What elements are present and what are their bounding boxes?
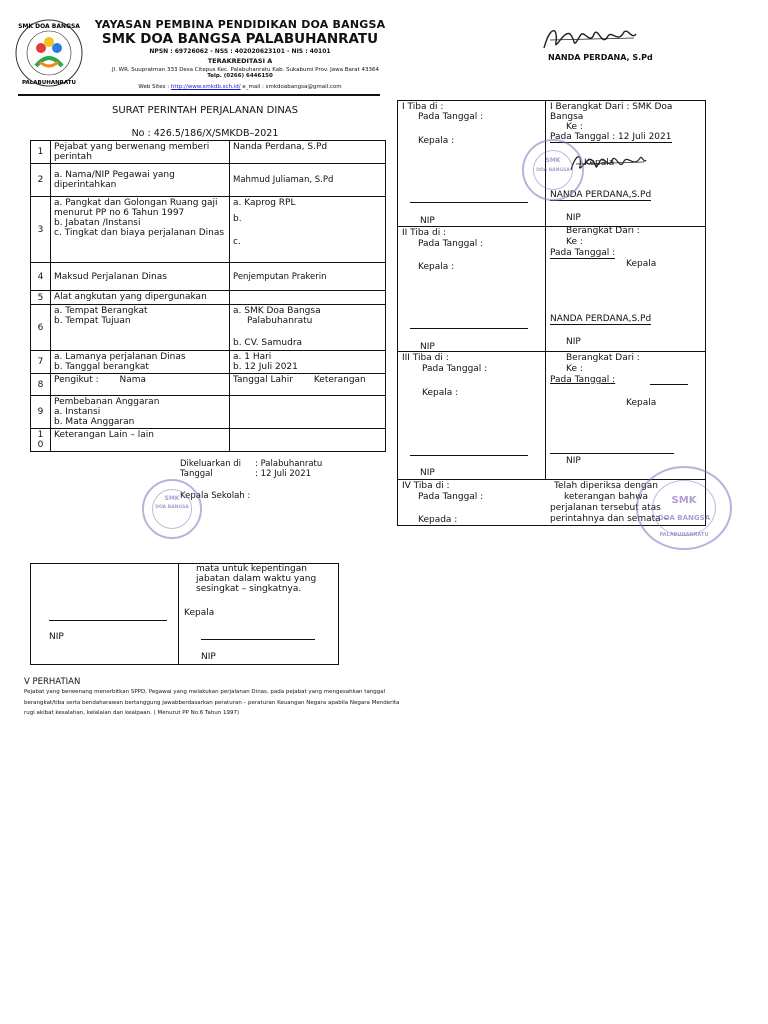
signature-line (410, 328, 528, 329)
row-label (51, 197, 230, 263)
row-value-a: a. 1 Hari (233, 352, 272, 362)
panel-row-line (398, 226, 705, 227)
phone: Telp. (0266) 6446150 (207, 73, 273, 79)
arrival-3: III Tiba di : (402, 353, 449, 363)
address: Jl. WR. Suupratman 333 Desa Citepus Kec. Palabuhanratu Kab. Sukabumi Prov. Jawa Barat 43364 (112, 67, 379, 73)
row-value-b: b. 12 Juli 2021 (233, 362, 298, 372)
row-number: 3 (31, 197, 51, 263)
top-signature-name: NANDA PERDANA, S.Pd (548, 53, 653, 62)
nip-label: NIP (420, 216, 435, 226)
letter-number: No : 426.5/186/X/SMKDB–2021 (131, 128, 279, 139)
destination-3: Ke : (566, 364, 583, 374)
dob-label: Tanggal Lahir (233, 375, 293, 385)
row-number: 4 (31, 263, 51, 291)
stamp-mid: DOA BANGSA (657, 514, 711, 522)
issued-place-label: Dikeluarkan di (180, 459, 242, 469)
departure-2: Berangkat Dari : (566, 226, 640, 236)
letter-title: SURAT PERINTAH PERJALANAN DINAS (111, 105, 298, 116)
row-value-b: b. (233, 214, 242, 224)
row-number: 2 (31, 164, 51, 197)
notice-line-1: Pejabat yang berwenang menerbitkan SPPD, Pegawai yang melakukan perjalanan Dinas, pada pejabat yang mengesahkan tanggal (24, 689, 386, 695)
row-value: Penjemputan Prakerin (230, 263, 386, 291)
school-name: SMK DOA BANGSA PALABUHANRATU (101, 31, 379, 47)
foundation-name: YAYASAN PEMBINA PENDIDIKAN DOA BANGSA (94, 18, 386, 31)
row-label-c: b. Mata Anggaran (54, 417, 135, 427)
verified-text-1: Telah diperiksa dengan (554, 481, 658, 491)
row-number: 1 0 (31, 429, 51, 452)
table-row (31, 374, 386, 396)
signature-line (550, 453, 674, 454)
school-logo (14, 18, 84, 88)
nip-label: NIP (566, 213, 581, 223)
table-row (31, 197, 386, 263)
verified-text-3: perjalanan tersebut atas (550, 503, 661, 513)
continuation-box (30, 563, 339, 665)
nip-label: NIP (201, 652, 216, 662)
table-row (31, 291, 386, 305)
row-label-a: Pembebanan Anggaran (54, 397, 160, 407)
row-number: 6 (31, 305, 51, 351)
departure-name-1: NANDA PERDANA,S.Pd (550, 190, 652, 200)
stamp-top: SMK (545, 157, 561, 164)
table-row (31, 164, 386, 197)
departure-head-2: Kepala (626, 259, 657, 269)
arrival-date-4: Pada Tanggal : (418, 492, 484, 502)
table-row (31, 351, 386, 374)
row-label: Maksud Perjalanan Dinas (51, 263, 230, 291)
web-link[interactable]: http://www.smkdb.sch.id/ (170, 84, 241, 90)
continuation-line-2: jabatan dalam waktu yang (196, 574, 317, 584)
notice-line-2: berangkat/tiba serta bendaharawan bertanggung jawabberdasarkan peraturan – peraturan Keuangan Negara apabila Negara Menderita (24, 700, 400, 706)
verified-text-4: perintahnya dan semata – (550, 514, 669, 524)
school-ids: NPSN : 69726062 - NSS : 402020623101 - NIS : 40101 (149, 48, 331, 55)
row-value (230, 197, 386, 263)
table-row (31, 429, 386, 452)
departure-head-3: Kepala (626, 398, 657, 408)
nip-label: NIP (49, 632, 64, 642)
row-value-c: c. (233, 237, 241, 247)
row-label: Keterangan Lain – lain (51, 429, 230, 452)
destination-2: Ke : (566, 237, 583, 247)
continuation-line-1: mata untuk kepentingan (196, 564, 307, 574)
row-label: Alat angkutan yang dipergunakan (51, 291, 230, 305)
arrival-date-2: Pada Tanggal : (418, 239, 484, 249)
row-number: 8 (31, 374, 51, 396)
web-label: Web Sites : (138, 84, 171, 90)
row-number: 5 (31, 291, 51, 305)
row-number: 9 (31, 396, 51, 429)
table-row (31, 263, 386, 291)
row-label-b: b. Tempat Tujuan (54, 316, 131, 326)
departure-3: Berangkat Dari : (566, 353, 640, 363)
row-label-b: a. Instansi (54, 407, 101, 417)
row-label (51, 305, 230, 351)
school-stamp (522, 139, 584, 201)
table-row (31, 305, 386, 351)
remark-label: Keterangan (313, 375, 366, 385)
notice-heading: V PERHATIAN (24, 677, 81, 687)
departure-1-b: Bangsa (550, 112, 584, 122)
row-label (51, 351, 230, 374)
row-label: a. Nama/NIP Pegawai yang diperintahkan (51, 164, 230, 197)
arrival-4: IV Tiba di : (402, 481, 450, 491)
verified-text-2: keterangan bahwa (564, 492, 649, 502)
issued-date-label: Tanggal (180, 469, 213, 479)
row-value-b: b. CV. Samudra (233, 338, 303, 348)
signature-line (49, 620, 167, 621)
arrival-date-1: Pada Tanggal : (418, 112, 484, 122)
row-number: 7 (31, 351, 51, 374)
row-value (230, 351, 386, 374)
row-value (230, 305, 386, 351)
follower-label: Pengikut : (54, 375, 99, 385)
row-label (51, 396, 230, 429)
row-value: Mahmud Juliaman, S.Pd (230, 164, 386, 197)
logo-text-bottom: PALABUHANRATU (22, 80, 76, 86)
arrival-head-2: Kepala : (418, 262, 455, 272)
box-divider (178, 564, 179, 664)
notice-line-3: rugi akibat kesalahan, kelalaian dan kealpaan. ( Menurut PP No.6 Tahun 1997) (24, 710, 240, 716)
departure-date-1: Pada Tanggal : 12 Juli 2021 (550, 132, 672, 142)
stamp-top: SMK (164, 495, 180, 502)
arrival-date-3: Pada Tanggal : (422, 364, 488, 374)
row-value (230, 429, 386, 452)
row-label-a: a. Pangkat dan Golongan Ruang gaji menurut PP no 6 Tahun 1997 (54, 198, 218, 218)
email: e_mail : smkdoabangsa@gmail.com (240, 84, 342, 90)
web-contact (80, 84, 400, 90)
issued-place: : Palabuhanratu (255, 459, 323, 469)
departure-name-2: NANDA PERDANA,S.Pd (550, 314, 652, 324)
arrival-head-1: Kepala : (418, 136, 455, 146)
signature-line (410, 202, 528, 203)
accreditation: TERAKREDITASI A (207, 57, 273, 65)
kepala-label: Kepala (184, 608, 215, 618)
stamp-top: SMK (671, 495, 697, 506)
date-line (650, 384, 688, 385)
nip-label: NIP (566, 456, 581, 466)
row-value: Nanda Perdana, S.Pd (230, 141, 386, 164)
row-label-b: b. Tanggal berangkat (54, 362, 149, 372)
arrival-head-3: Kepala : (422, 388, 459, 398)
departure-date-3: Pada Tanggal : (550, 375, 616, 385)
row-label: Pejabat yang berwenang memberi perintah (51, 141, 230, 164)
issued-date: : 12 Juli 2021 (255, 469, 312, 479)
row-label-b: b. Jabatan /Instansi (54, 218, 141, 228)
departure-head-1: Kepala (584, 158, 615, 168)
sppd-table (30, 140, 386, 452)
school-stamp (142, 479, 202, 539)
signature-line (410, 455, 528, 456)
stamp-bottom: PALABUHANRATU (659, 532, 709, 538)
row-value-a: a. Kaprog RPL (233, 198, 296, 208)
arrival-2: II Tiba di : (402, 228, 447, 238)
nip-label: NIP (420, 468, 435, 478)
header-rule (18, 94, 380, 97)
stamp-mid: DOA BANGSA (536, 168, 570, 173)
panel-row-line (398, 351, 705, 352)
head-of-school-label: Kepala Sekolah : (180, 491, 251, 501)
table-row (31, 141, 386, 164)
signature-line (201, 639, 315, 640)
row-number: 1 (31, 141, 51, 164)
logo-text-top: SMK DOA BANGSA (18, 23, 80, 30)
school-stamp-large (636, 466, 732, 550)
row-label-a: a. Tempat Berangkat (54, 306, 148, 316)
row-label-c: c. Tingkat dan biaya perjalanan Dinas (54, 228, 225, 238)
stamp-mid: DOA BANGSA (155, 505, 189, 510)
row-value (230, 396, 386, 429)
row-value-a: a. SMK Doa Bangsa (233, 306, 321, 316)
destination-1: Ke : (566, 122, 583, 132)
row-label-a: a. Lamanya perjalanan Dinas (54, 352, 186, 362)
row-label (51, 374, 230, 396)
nip-label: NIP (420, 342, 435, 352)
departure-date-2: Pada Tanggal : (550, 248, 616, 258)
table-row (31, 396, 386, 429)
departure-1: I Berangkat Dari : SMK Doa (550, 102, 673, 112)
row-value-a2: Palabuhanratu (247, 316, 313, 326)
nip-label: NIP (566, 337, 581, 347)
row-value (230, 291, 386, 305)
arrival-1: I Tiba di : (402, 102, 444, 112)
row-value (230, 374, 386, 396)
name-label: Nama (119, 375, 147, 385)
continuation-line-3: sesingkat – singkatnya. (196, 584, 302, 594)
arrival-head-4: Kepada : (418, 515, 458, 525)
